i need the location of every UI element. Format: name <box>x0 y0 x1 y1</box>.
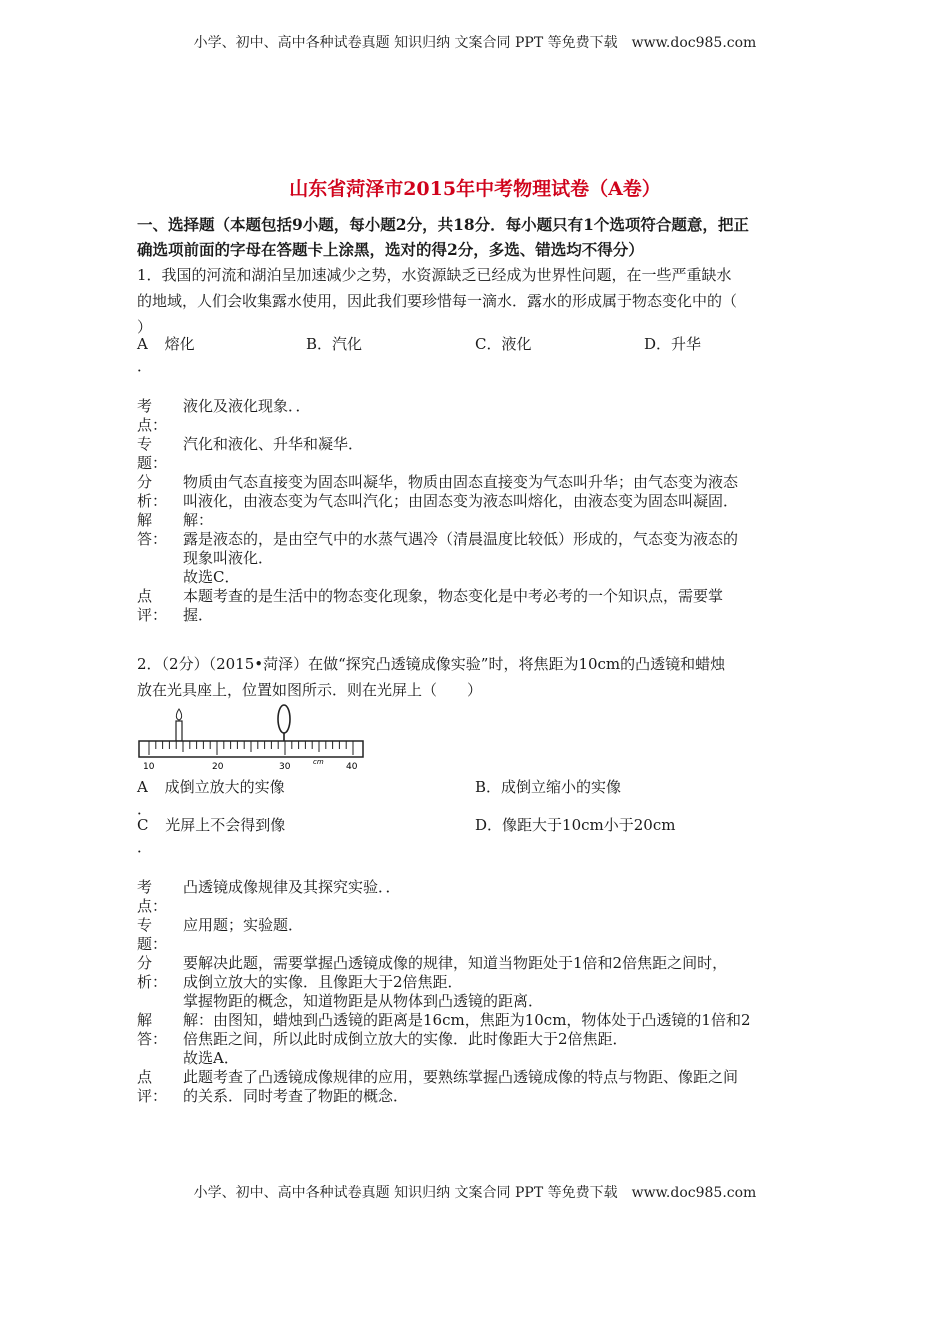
q2-jieda-line-1: 解：由图知，蜡烛到凸透镜的距离是16cm，焦距为10cm，物体处于凸透镜的1倍和2 <box>183 1011 751 1029</box>
tick-label-40: 40 <box>346 762 358 772</box>
label-ti: 题： <box>137 935 168 953</box>
section-line-2: 确选项前面的字母在答题卡上涂黑，选对的得2分，多选、错选均不得分） <box>137 240 644 259</box>
q1-jieda-line-1: 解： <box>183 511 214 529</box>
q1-zhuanti-text: 汽化和液化、升华和凝华． <box>183 435 364 453</box>
candle-icon <box>176 709 182 741</box>
q2-jieda-line-2: 倍焦距之间，所以此时成倒立放大的实像．此时像距大于2倍焦距． <box>183 1030 628 1048</box>
q1-fenxi-line-1: 物质由气态直接变为固态叫凝华，物质由固态直接变为气态叫升华；由气态变为液态 <box>183 473 739 491</box>
label-dian2: 点 <box>137 587 153 605</box>
label-fen: 分 <box>137 473 153 491</box>
label-da: 答： <box>137 530 168 548</box>
label-jie: 解 <box>137 511 153 529</box>
q1-kaodian-text: 液化及液化现象．． <box>183 397 311 415</box>
label-dian: 点： <box>137 416 168 434</box>
label-zhuan: 专 <box>137 435 153 453</box>
q1-fenxi <box>137 473 817 511</box>
section-line-1: 一、选择题（本题包括9小题，每小题2分，共18分．每小题只有1个选项符合题意，把正 <box>137 215 749 234</box>
q2-fenxi-line-2: 成倒立放大的实像．且像距大于2倍焦距． <box>183 973 463 991</box>
label-xi: 析： <box>137 973 168 991</box>
q2-kaodian-text: 凸透镜成像规律及其探究实验．． <box>183 878 401 896</box>
q1-jieda-line-2: 露是液态的，是由空气中的水蒸气遇冷（清晨温度比较低）形成的，气态变为液态的 <box>183 530 739 548</box>
q1-line-2: 的地域，人们会收集露水使用，因此我们要珍惜每一滴水．露水的形成属于物态变化中的（ <box>137 292 738 310</box>
page-title: 山东省菏泽市2015年中考物理试卷（A卷） <box>289 178 661 200</box>
q2-option-c-dot: ． <box>137 838 153 856</box>
q2-dianping-line-1: 此题考查了凸透镜成像规律的应用，要熟练掌握凸透镜成像的特点与物距、像距之间 <box>183 1068 739 1086</box>
q2-kaodian <box>137 878 817 916</box>
label-kao: 考 <box>137 397 153 415</box>
label-dian2: 点 <box>137 1068 153 1086</box>
label-ping: 评： <box>137 1087 168 1105</box>
q1-kaodian <box>137 397 817 435</box>
q1-option-b: B．汽化 <box>306 335 363 353</box>
q2-zhuanti <box>137 916 817 954</box>
q1-dianping <box>137 587 817 625</box>
q2-option-a-text: 成倒立放大的实像 <box>164 778 285 796</box>
q1-option-a <box>137 333 195 377</box>
q2-fenxi <box>137 954 817 1011</box>
label-zhuan: 专 <box>137 916 153 934</box>
q1-option-c: C．液化 <box>475 335 532 353</box>
q1-jieda-line-4: 故选C． <box>183 568 240 586</box>
section-heading <box>137 212 817 262</box>
tick-label-10: 10 <box>143 762 155 772</box>
q1-option-d: D．升华 <box>644 335 702 353</box>
label-da: 答： <box>137 1030 168 1048</box>
q1-line-3: ） <box>137 318 153 336</box>
q2-option-c-letter: C <box>137 816 149 834</box>
q2-line-2: 放在光具座上，位置如图所示．则在光屏上（ ） <box>137 681 483 699</box>
q2-fenxi-line-1: 要解决此题，需要掌握凸透镜成像的规律，知道当物距处于1倍和2倍焦距之间时， <box>183 954 728 972</box>
q2-jieda <box>137 1011 817 1068</box>
q2-option-c-text: 光屏上不会得到像 <box>165 816 286 834</box>
q2-zhuanti-text: 应用题；实验题． <box>183 916 304 934</box>
q2-option-b: B．成倒立缩小的实像 <box>475 778 622 796</box>
label-fen: 分 <box>137 954 153 972</box>
q1-jieda-line-3: 现象叫液化． <box>183 549 274 567</box>
q2-dianping <box>137 1068 817 1106</box>
q2-analysis <box>137 878 817 1106</box>
question-1-stem <box>137 262 817 340</box>
q1-option-a-letter: A <box>137 335 148 353</box>
tick-label-20: 20 <box>212 762 224 772</box>
label-kao: 考 <box>137 878 153 896</box>
q1-option-a-text: 熔化 <box>164 335 195 353</box>
label-dian: 点： <box>137 897 168 915</box>
q1-dianping-line-1: 本题考查的是生活中的物态变化现象，物态变化是中考必考的一个知识点，需要掌 <box>183 587 724 605</box>
label-ti: 题： <box>137 454 168 472</box>
label-ping: 评： <box>137 606 168 624</box>
q2-jieda-line-3: 故选A． <box>183 1049 239 1067</box>
q1-dianping-line-2: 握． <box>183 606 214 624</box>
page-footer: 小学、初中、高中各种试卷真题 知识归纳 文案合同 PPT 等免费下载 www.doc985.com <box>193 1185 757 1201</box>
q1-analysis <box>137 397 817 625</box>
page-header: 小学、初中、高中各种试卷真题 知识归纳 文案合同 PPT 等免费下载 www.doc985.com <box>193 35 757 51</box>
label-xi: 析： <box>137 492 168 510</box>
optical-bench-figure <box>137 703 367 773</box>
label-jie: 解 <box>137 1011 153 1029</box>
q2-fenxi-line-3: 掌握物距的概念，知道物距是从物体到凸透镜的距离． <box>183 992 544 1010</box>
tick-label-30: 30 <box>279 762 291 772</box>
q1-fenxi-line-2: 叫液化，由液态变为气态叫汽化；由固态变为液态叫熔化，由液态变为固态叫凝固． <box>183 492 739 510</box>
convex-lens-icon <box>278 705 290 741</box>
q2-option-a-letter: A <box>137 778 148 796</box>
q2-dianping-line-2: 的关系．同时考查了物距的概念． <box>183 1087 409 1105</box>
q2-option-a-dot: ． <box>137 800 153 818</box>
q1-line-1: 1．我国的河流和湖泊呈加速减少之势，水资源缺乏已经成为世界性问题，在一些严重缺水 <box>137 266 732 284</box>
q1-option-a-dot: ． <box>137 357 153 375</box>
q1-zhuanti <box>137 435 817 473</box>
q2-line-1: 2．（2分）（2015•菏泽）在做“探究凸透镜成像实验”时，将焦距为10cm的凸透镜和蜡烛 <box>137 655 726 673</box>
q2-option-c <box>137 814 285 858</box>
unit-label-cm: cm <box>313 758 324 766</box>
q1-jieda <box>137 511 817 587</box>
question-2-stem <box>137 651 817 703</box>
q2-option-d: D．像距大于10cm小于20cm <box>475 816 676 834</box>
